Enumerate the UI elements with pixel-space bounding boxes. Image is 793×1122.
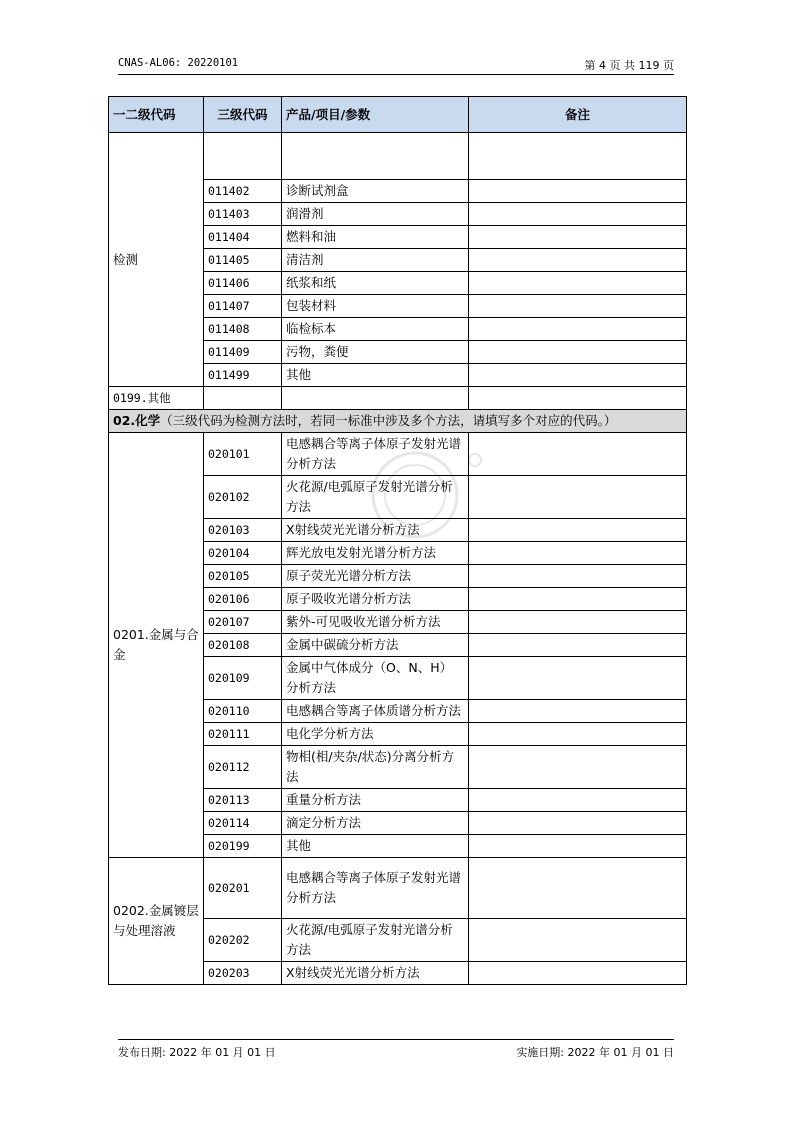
item-cell: 火花源/电弧原子发射光谱分析方法 (282, 476, 469, 519)
table-cell (469, 387, 687, 410)
item-cell: 润滑剂 (282, 203, 469, 226)
code-cell: 020103 (204, 519, 282, 542)
item-cell: 电感耦合等离子体质谱分析方法 (282, 700, 469, 723)
code-cell: 020113 (204, 789, 282, 812)
item-cell: X射线荧光光谱分析方法 (282, 962, 469, 985)
section-heading (109, 410, 687, 433)
table-row (109, 433, 687, 476)
item-cell: 原子吸收光谱分析方法 (282, 588, 469, 611)
item-cell: 滴定分析方法 (282, 812, 469, 835)
table-header-row (109, 97, 687, 133)
remark-cell (469, 542, 687, 565)
page-number: 第 4 页 共 119 页 (584, 59, 674, 72)
code-cell: 011407 (204, 295, 282, 318)
code-table (108, 96, 687, 985)
item-cell: 燃料和油 (282, 226, 469, 249)
remark-cell (469, 180, 687, 203)
code-cell: 011404 (204, 226, 282, 249)
code-cell: 011405 (204, 249, 282, 272)
remark-cell (469, 611, 687, 634)
item-cell: 紫外-可见吸收光谱分析方法 (282, 611, 469, 634)
code-cell: 011406 (204, 272, 282, 295)
group-label: 0201.金属与合金 (109, 433, 204, 858)
item-cell: 重量分析方法 (282, 789, 469, 812)
item-cell: X射线荧光光谱分析方法 (282, 519, 469, 542)
item-cell: 其他 (282, 835, 469, 858)
remark-cell (469, 919, 687, 962)
code-cell: 020199 (204, 835, 282, 858)
remark-cell (469, 835, 687, 858)
code-cell: 020105 (204, 565, 282, 588)
remark-cell (469, 789, 687, 812)
remark-cell (469, 858, 687, 919)
remark-cell (469, 657, 687, 700)
remark-cell (469, 364, 687, 387)
remark-cell (469, 565, 687, 588)
code-cell: 020108 (204, 634, 282, 657)
remark-cell (469, 433, 687, 476)
item-cell: 火花源/电弧原子发射光谱分析方法 (282, 919, 469, 962)
code-cell: 011402 (204, 180, 282, 203)
col-header-remarks: 备注 (469, 97, 687, 133)
item-cell: 诊断试剂盒 (282, 180, 469, 203)
table-cell (282, 387, 469, 410)
code-cell: 020202 (204, 919, 282, 962)
section-row (109, 410, 687, 433)
code-cell: 020203 (204, 962, 282, 985)
item-cell: 污物，粪便 (282, 341, 469, 364)
item-cell: 电感耦合等离子体原子发射光谱分析方法 (282, 433, 469, 476)
item-cell: 辉光放电发射光谱分析方法 (282, 542, 469, 565)
code-cell: 020114 (204, 812, 282, 835)
table-cell (469, 133, 687, 180)
table-cell (204, 133, 282, 180)
code-cell: 020102 (204, 476, 282, 519)
code-cell: 011408 (204, 318, 282, 341)
item-cell: 金属中气体成分（O、N、H）分析方法 (282, 657, 469, 700)
code-cell: 020111 (204, 723, 282, 746)
code-cell: 011409 (204, 341, 282, 364)
item-cell: 包装材料 (282, 295, 469, 318)
code-cell: 020112 (204, 746, 282, 789)
remark-cell (469, 723, 687, 746)
table-row (109, 387, 687, 410)
col-header-level12: 一二级代码 (109, 97, 204, 133)
table-cell (282, 133, 469, 180)
remark-cell (469, 249, 687, 272)
code-cell: 020109 (204, 657, 282, 700)
remark-cell (469, 588, 687, 611)
section-note: （三级代码为检测方法时，若同一标准中涉及多个方法，请填写多个对应的代码。） (160, 413, 617, 428)
group-label: 0199.其他 (109, 387, 204, 410)
remark-cell (469, 962, 687, 985)
remark-cell (469, 318, 687, 341)
table-cell (204, 387, 282, 410)
item-cell: 金属中碳硫分析方法 (282, 634, 469, 657)
group-label: 0202.金属镀层与处理溶液 (109, 858, 204, 985)
remark-cell (469, 746, 687, 789)
item-cell: 其他 (282, 364, 469, 387)
code-cell: 011499 (204, 364, 282, 387)
code-cell: 020110 (204, 700, 282, 723)
code-cell: 020101 (204, 433, 282, 476)
remark-cell (469, 272, 687, 295)
remark-cell (469, 203, 687, 226)
remark-cell (469, 476, 687, 519)
code-cell: 020104 (204, 542, 282, 565)
group-label: 检测 (109, 133, 204, 387)
code-cell: 011403 (204, 203, 282, 226)
col-header-item: 产品/项目/参数 (282, 97, 469, 133)
effective-date: 实施日期: 2022 年 01 月 01 日 (516, 1046, 674, 1059)
col-header-level3: 三级代码 (204, 97, 282, 133)
table-row (109, 133, 687, 180)
item-cell: 清洁剂 (282, 249, 469, 272)
table-row (109, 858, 687, 919)
code-cell: 020106 (204, 588, 282, 611)
publish-date: 发布日期: 2022 年 01 月 01 日 (118, 1046, 276, 1059)
remark-cell (469, 519, 687, 542)
page-footer (118, 1039, 674, 1059)
document-code: CNAS-AL06: 20220101 (118, 57, 239, 69)
remark-cell (469, 812, 687, 835)
item-cell: 电化学分析方法 (282, 723, 469, 746)
item-cell: 原子荧光光谱分析方法 (282, 565, 469, 588)
item-cell: 物相(相/夹杂/状态)分离分析方法 (282, 746, 469, 789)
item-cell: 纸浆和纸 (282, 272, 469, 295)
item-cell: 电感耦合等离子体原子发射光谱分析方法 (282, 858, 469, 919)
remark-cell (469, 634, 687, 657)
code-cell: 020201 (204, 858, 282, 919)
remark-cell (469, 295, 687, 318)
section-title: 02.化学 (113, 413, 161, 428)
code-cell: 020107 (204, 611, 282, 634)
remark-cell (469, 226, 687, 249)
remark-cell (469, 700, 687, 723)
item-cell: 临检标本 (282, 318, 469, 341)
remark-cell (469, 341, 687, 364)
page-header (118, 57, 674, 75)
